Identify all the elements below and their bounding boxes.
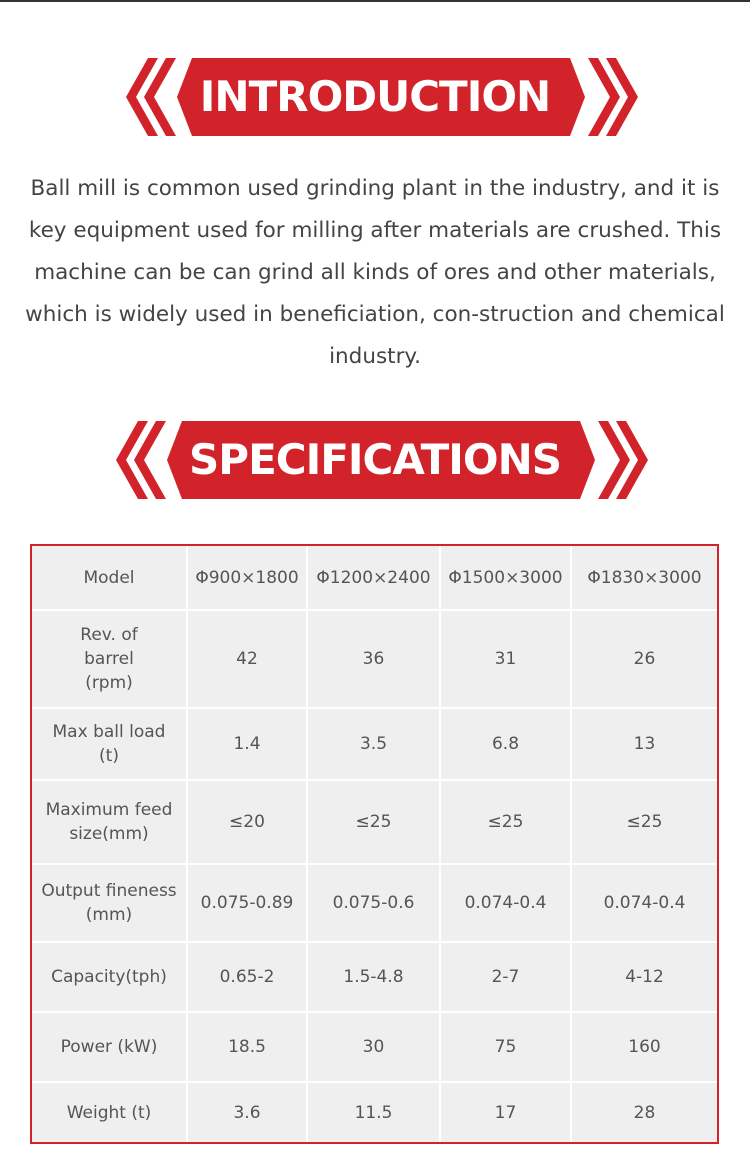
table-cell: 28 [571,1082,717,1142]
table-cell: 3.6 [187,1082,307,1142]
row-label: Max ball load (t) [32,708,187,780]
table-header-cell: Φ1830×3000 [571,546,717,610]
table-cell: 4-12 [571,942,717,1012]
table-cell: 0.074-0.4 [440,864,571,942]
table-row [32,708,717,780]
table-cell: 160 [571,1012,717,1082]
table-cell: 6.8 [440,708,571,780]
table-row [32,1082,717,1142]
table-cell: ≤25 [307,780,440,864]
table-cell: ≤20 [187,780,307,864]
table-row [32,780,717,864]
table-cell: 26 [571,610,717,708]
specifications-table [30,544,719,1144]
introduction-banner [0,52,750,142]
table-header-cell: Φ1200×2400 [307,546,440,610]
table-cell: 0.075-0.89 [187,864,307,942]
table-cell: 0.074-0.4 [571,864,717,942]
introduction-text: Ball mill is common used grinding plant in the industry, and it is key equipment used for milling after materials are crushed. This machine can be can grind all kinds of ores and other materials, which is widely used in beneficiation, con-struction and chemical industry. [25,176,725,369]
table-cell: 17 [440,1082,571,1142]
row-label: Output fineness (mm) [32,864,187,942]
row-label: Weight (t) [32,1082,187,1142]
table-cell: 18.5 [187,1012,307,1082]
table-cell: 42 [187,610,307,708]
row-label: Power (kW) [32,1012,187,1082]
table-row [32,864,717,942]
specifications-banner [0,415,750,505]
table-header-row [32,546,717,610]
row-label: Capacity(tph) [32,942,187,1012]
table-cell: 1.4 [187,708,307,780]
table-cell: ≤25 [440,780,571,864]
introduction-title: INTRODUCTION [199,72,551,121]
table-cell: 2-7 [440,942,571,1012]
table-row [32,1012,717,1082]
table-cell: 36 [307,610,440,708]
table-cell: 30 [307,1012,440,1082]
table-row [32,942,717,1012]
table-cell: ≤25 [571,780,717,864]
table-cell: 11.5 [307,1082,440,1142]
table-cell: 31 [440,610,571,708]
specifications-title: SPECIFICATIONS [189,435,561,484]
table-header-cell: Model [32,546,187,610]
table-cell: 0.65-2 [187,942,307,1012]
table-cell: 13 [571,708,717,780]
table-cell: 3.5 [307,708,440,780]
table-cell: 75 [440,1012,571,1082]
row-label: Maximum feed size(mm) [32,780,187,864]
table-row [32,610,717,708]
table-cell: 0.075-0.6 [307,864,440,942]
table-cell: 1.5-4.8 [307,942,440,1012]
table-header-cell: Φ1500×3000 [440,546,571,610]
table-header-cell: Φ900×1800 [187,546,307,610]
top-divider [0,0,750,2]
row-label: Rev. of barrel (rpm) [32,610,187,708]
